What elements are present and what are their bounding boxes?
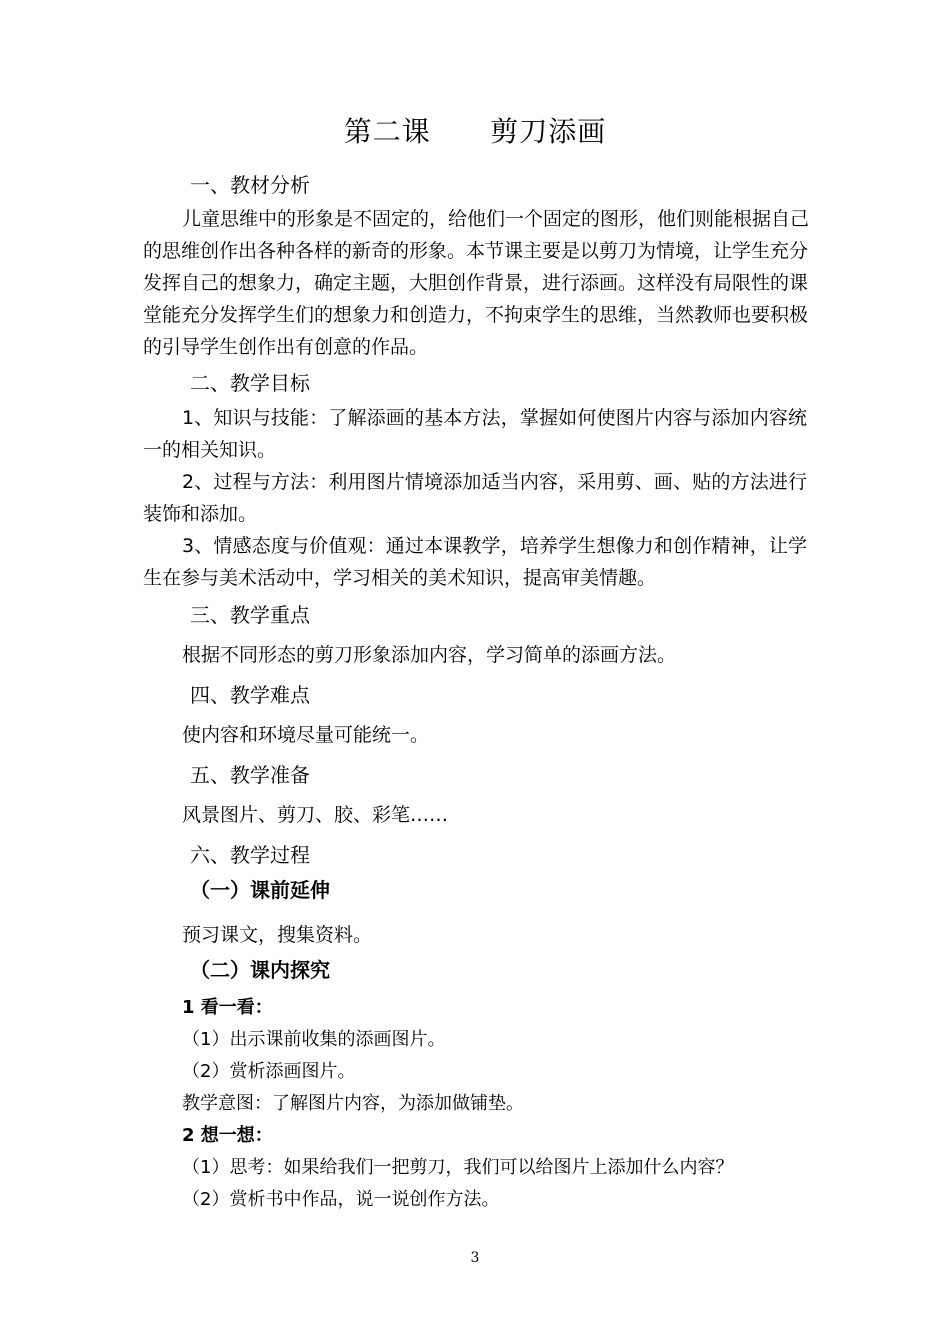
paragraph-line: 堂能充分发挥学生们的想象力和创造力，不拘束学生的思维，当然教师也要积极 xyxy=(143,304,809,326)
section-heading-key-points: 三、教学重点 xyxy=(190,603,310,627)
lesson-title: 第二课 剪刀添画 xyxy=(343,115,607,148)
list-item: （1）思考：如果给我们一把剪刀，我们可以给图片上添加什么内容？ xyxy=(182,1157,734,1178)
step-heading-think: 2 想一想： xyxy=(182,1125,273,1146)
paragraph-line: 风景图片、剪刀、胶、彩笔…… xyxy=(182,804,449,826)
section-heading-objectives: 二、教学目标 xyxy=(190,371,310,395)
paragraph-line: 生在参与美术活动中，学习相关的美术知识，提高审美情趣。 xyxy=(143,567,657,589)
list-item: （2）赏析书中作品，说一说创作方法。 xyxy=(182,1189,500,1210)
list-item: 教学意图：了解图片内容，为添加做铺垫。 xyxy=(182,1093,524,1114)
paragraph-line: 发挥自己的想象力，确定主题，大胆创作背景，进行添画。这样没有局限性的课 xyxy=(143,272,809,294)
subsection-heading-pre-class: （一）课前延伸 xyxy=(190,878,330,902)
paragraph-line: 1、知识与技能：了解添画的基本方法，掌握如何使图片内容与添加内容统 xyxy=(182,407,807,429)
paragraph-line: 装饰和添加。 xyxy=(143,503,258,525)
page-number: 3 xyxy=(470,1250,480,1266)
paragraph-line: 的引导学生创作出有创意的作品。 xyxy=(143,336,429,358)
paragraph-line: 的思维创作出各种各样的新奇的形象。本节课主要是以剪刀为情境，让学生充分 xyxy=(143,240,809,262)
list-item: （1）出示课前收集的添画图片。 xyxy=(182,1029,446,1050)
step-heading-look: 1 看一看： xyxy=(182,997,273,1018)
paragraph-line: 儿童思维中的形象是不固定的，给他们一个固定的图形，他们则能根据自己 xyxy=(182,208,810,230)
section-heading-analysis: 一、教材分析 xyxy=(190,173,310,197)
section-heading-process: 六、教学过程 xyxy=(190,843,310,867)
section-heading-difficulties: 四、教学难点 xyxy=(190,683,310,707)
section-heading-preparation: 五、教学准备 xyxy=(190,763,310,787)
paragraph-line: 预习课文，搜集资料。 xyxy=(182,924,373,946)
paragraph-line: 3、情感态度与价值观：通过本课教学，培养学生想像力和创作精神，让学 xyxy=(182,535,807,557)
subsection-heading-in-class: （二）课内探究 xyxy=(190,958,330,982)
paragraph-line: 一的相关知识。 xyxy=(143,439,277,461)
paragraph-line: 2、过程与方法：利用图片情境添加适当内容，采用剪、画、贴的方法进行 xyxy=(182,471,807,493)
list-item: （2）赏析添画图片。 xyxy=(182,1061,356,1082)
paragraph-line: 使内容和环境尽量可能统一。 xyxy=(182,724,430,746)
paragraph-line: 根据不同形态的剪刀形象添加内容，学习简单的添画方法。 xyxy=(182,644,677,666)
